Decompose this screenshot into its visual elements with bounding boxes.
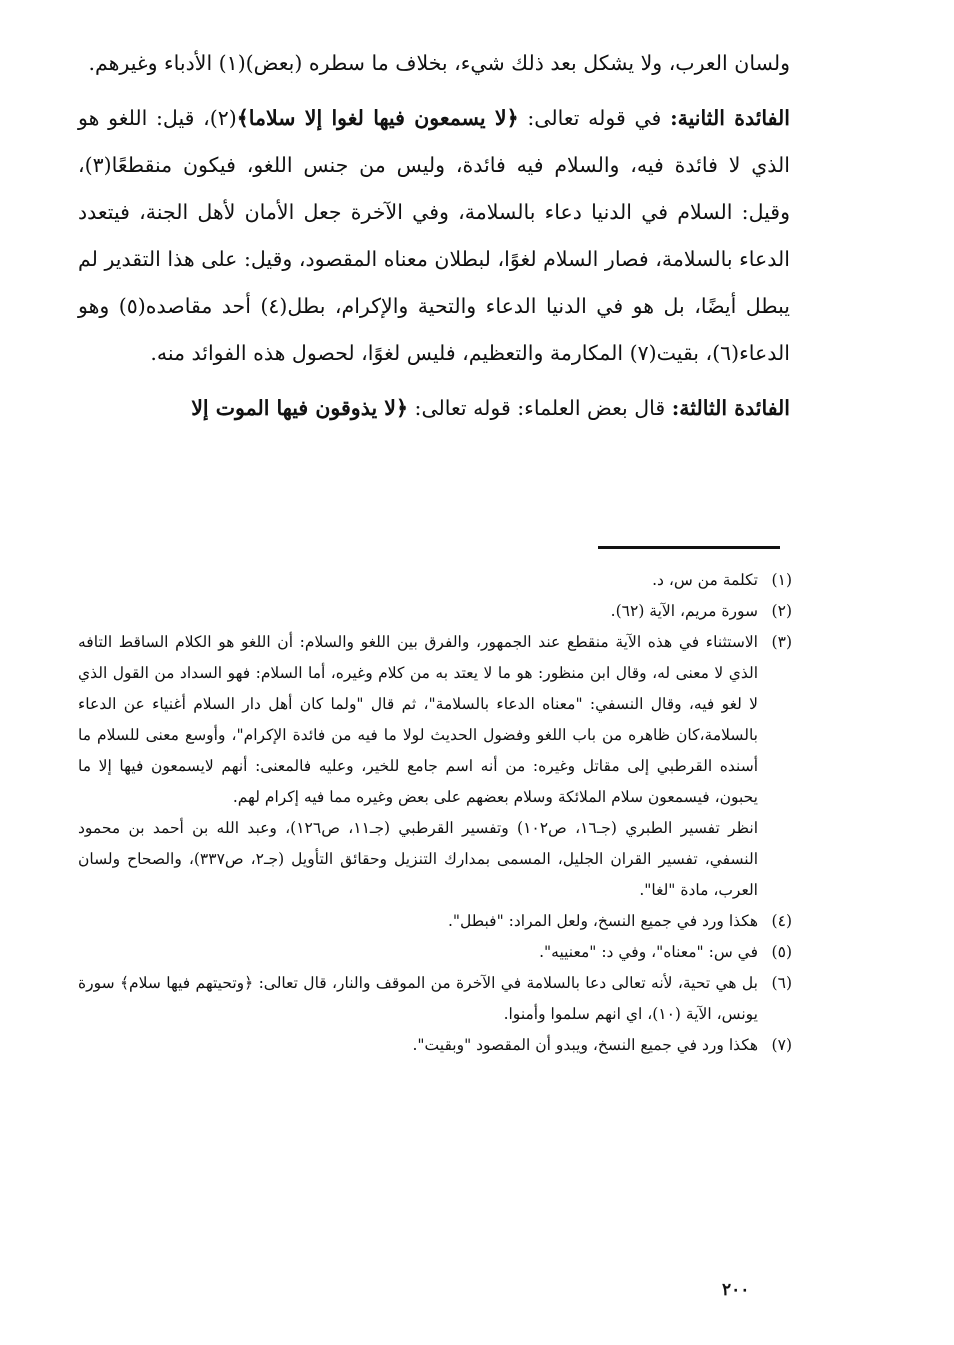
paragraph-3-intro: قال بعض العلماء: قوله تعالى: bbox=[408, 396, 672, 420]
page-number: ٢٠٠ bbox=[722, 1280, 750, 1300]
footnote-number: (٦) bbox=[771, 974, 792, 992]
footnote-number: (٢) bbox=[771, 602, 792, 620]
footnote-text: الاستثناء في هذه الآية منقطع عند الجمهور، والفرق بين اللغو والسلام: أن اللغو هو الكلام الساقط التافه الذي لا معنى له، وقال ابن منظور: هو ما لا يعتد به من كلام وغيره، أما السلام: فهو السداد من القول الذي لا لغو فيه، وقال النسفي: "معناه الدعاء بالسلامة"، ثم قال "ولما كان أهل دار السلام أغنياء عن الدعاء بالسلامة،كان ظاهره من باب اللغو وفضول الحديث لولا ما فيه من فائدة الإكرام"، وأوسع معنى للسلام ما أسنده القرطبي إلى مقاتل وغيره: من أنه اسم جامع للخير، وعليه فالمعنى: أنهم لايسمعون فيها إلا ما يحبون، فيسمعون سلام الملائكة وسلام بعضهم على بعض وغيره مما فيه إكرام لهم. bbox=[78, 633, 758, 806]
footnote-number: (٣) bbox=[771, 633, 792, 651]
paragraph-2 bbox=[78, 95, 790, 377]
footnote-text: تكلمة من س، د. bbox=[652, 571, 758, 589]
footnote-4 bbox=[78, 906, 792, 937]
footnote-3 bbox=[78, 627, 792, 813]
footnote-number: (٥) bbox=[771, 943, 792, 961]
paragraph-3 bbox=[78, 385, 790, 432]
paragraph-2-intro: في قوله تعالى: bbox=[518, 106, 671, 130]
footnote-text: بل هي تحية، لأنه تعالى دعا بالسلامة في الآخرة من الموقف والنار، قال تعالى: ﴿وتحيتهم فيها سلام﴾ سورة يونس، الآية (١٠)، اي انهم سلموا وأمنوا. bbox=[78, 974, 758, 1023]
main-text-body bbox=[78, 40, 790, 432]
footnote-7 bbox=[78, 1030, 792, 1061]
footnote-3-references: انظر تفسير الطبري (جـ١٦، ص١٠٢) وتفسير القرطبي (جـ١١، ص١٢٦)، وعبد الله بن أحمد بن محمود النسفي، تفسير القران الجليل، المسمى بمدارك التنزيل وحقائق التأويل (جـ٢، ص٣٣٧)، والصحاح ولسان العرب، مادة "لغا". bbox=[78, 819, 759, 899]
footnote-text: سورة مريم، الآية (٦٢). bbox=[610, 602, 758, 620]
section-heading-third-benefit: الفائدة الثالثة: bbox=[671, 396, 790, 420]
footnote-2 bbox=[78, 596, 792, 627]
footnote-5 bbox=[78, 937, 792, 968]
footnote-separator bbox=[598, 546, 780, 549]
footnote-6 bbox=[78, 968, 792, 1030]
quran-verse-1: ﴿لا يسمعون فيها لغوا إلا سلاما﴾ bbox=[236, 106, 519, 130]
paragraph-1: ولسان العرب، ولا يشكل بعد ذلك شيء، بخلاف ما سطره (بعض)(١) الأدباء وغيرهم. bbox=[88, 51, 790, 75]
section-heading-second-benefit: الفائدة الثانية: bbox=[670, 106, 790, 130]
footnote-number: (٤) bbox=[771, 912, 792, 930]
footnotes-section bbox=[78, 565, 792, 1061]
footnote-text: في س: "معناه"، وفي د: "معنييه". bbox=[539, 943, 758, 961]
footnote-1 bbox=[78, 565, 792, 596]
quran-verse-2: ﴿لا يذوقون فيها الموت إلا bbox=[191, 396, 409, 420]
footnote-text: هكذا ورد في جميع النسخ، ويبدو أن المقصود "وبقيت". bbox=[412, 1036, 758, 1054]
footnote-number: (١) bbox=[771, 571, 792, 589]
paragraph-2-body: (٢)، قيل: اللغو هو الذي لا فائدة فيه، والسلام فيه فائدة، وليس من جنس اللغو، فيكون منقطعًا(٣)، وقيل: السلام في الدنيا دعاء بالسلامة، وفي الآخرة جعل الأمان لأهل الجنة، فيتعدد الدعاء بالسلامة، فصار السلام لغوًا، لبطلان معناه المقصود، وقيل: على هذا التقدير لم يبطل أيضًا، بل هو في الدنيا الدعاء والتحية والإكرام، بطل(٤) أحد مقاصده(٥) وهو الدعاء(٦)، بقيت(٧) المكارمة والتعظيم، فليس لغوًا، لحصول هذه الفوائد منه. bbox=[78, 106, 790, 365]
footnote-text: هكذا ورد في جميع النسخ، ولعل المراد: "فبطل". bbox=[448, 912, 758, 930]
footnote-number: (٧) bbox=[771, 1036, 792, 1054]
